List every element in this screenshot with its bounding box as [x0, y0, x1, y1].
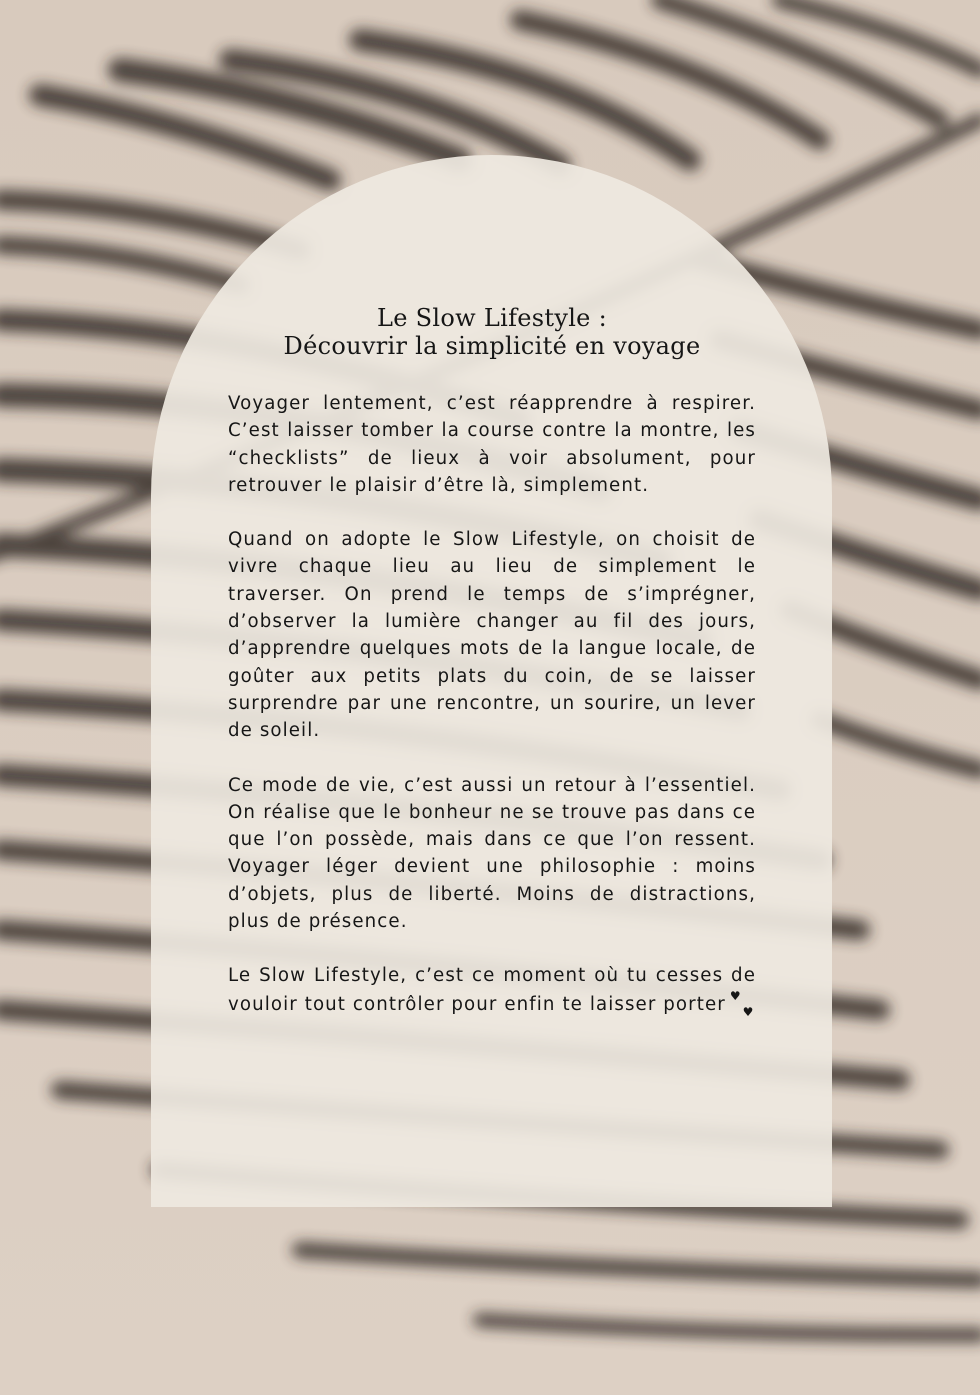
paragraph-4-text: Le Slow Lifestyle, c’est ce moment où tu cesses de vouloir tout contrôler pour enfin te laisser porter: [228, 965, 756, 1015]
paragraph-2: Quand on adopte le Slow Lifestyle, on choisit de vivre chaque lieu au lieu de simplement le traverser. On prend le temps de s’imprégner, d’observer la lumière changer au fil des jours, d’apprendre quelques mots de la langue locale, de goûter aux petits plats du coin, de se laisser surprendre par une rencontre, un sourire, un lever de soleil.: [228, 529, 756, 742]
article: [228, 304, 756, 1045]
title-line-2: Découvrir la simplicité en voyage: [283, 332, 701, 360]
paragraph-4: [228, 962, 756, 1018]
heart-icon: ♥: [729, 988, 741, 1003]
title-line-1: Le Slow Lifestyle :: [376, 304, 608, 332]
paragraph-3: Ce mode de vie, c’est aussi un retour à l’essentiel. On réalise que le bonheur ne se trouve pas dans ce que l’on possède, mais dans ce que l’on ressent. Voyager léger devient une philosophie : moins d’objets, plus de liberté. Moins de distractions, plus de présence.: [228, 774, 756, 933]
paragraph-1: Voyager lentement, c’est réapprendre à respirer. C’est laisser tomber la course contre la montre, les “checklists” de lieux à voir absolument, pour retrouver le plaisir d’être là, simplement.: [228, 393, 756, 496]
page-title: [228, 304, 756, 360]
heart-icon: ♥: [742, 1004, 754, 1019]
